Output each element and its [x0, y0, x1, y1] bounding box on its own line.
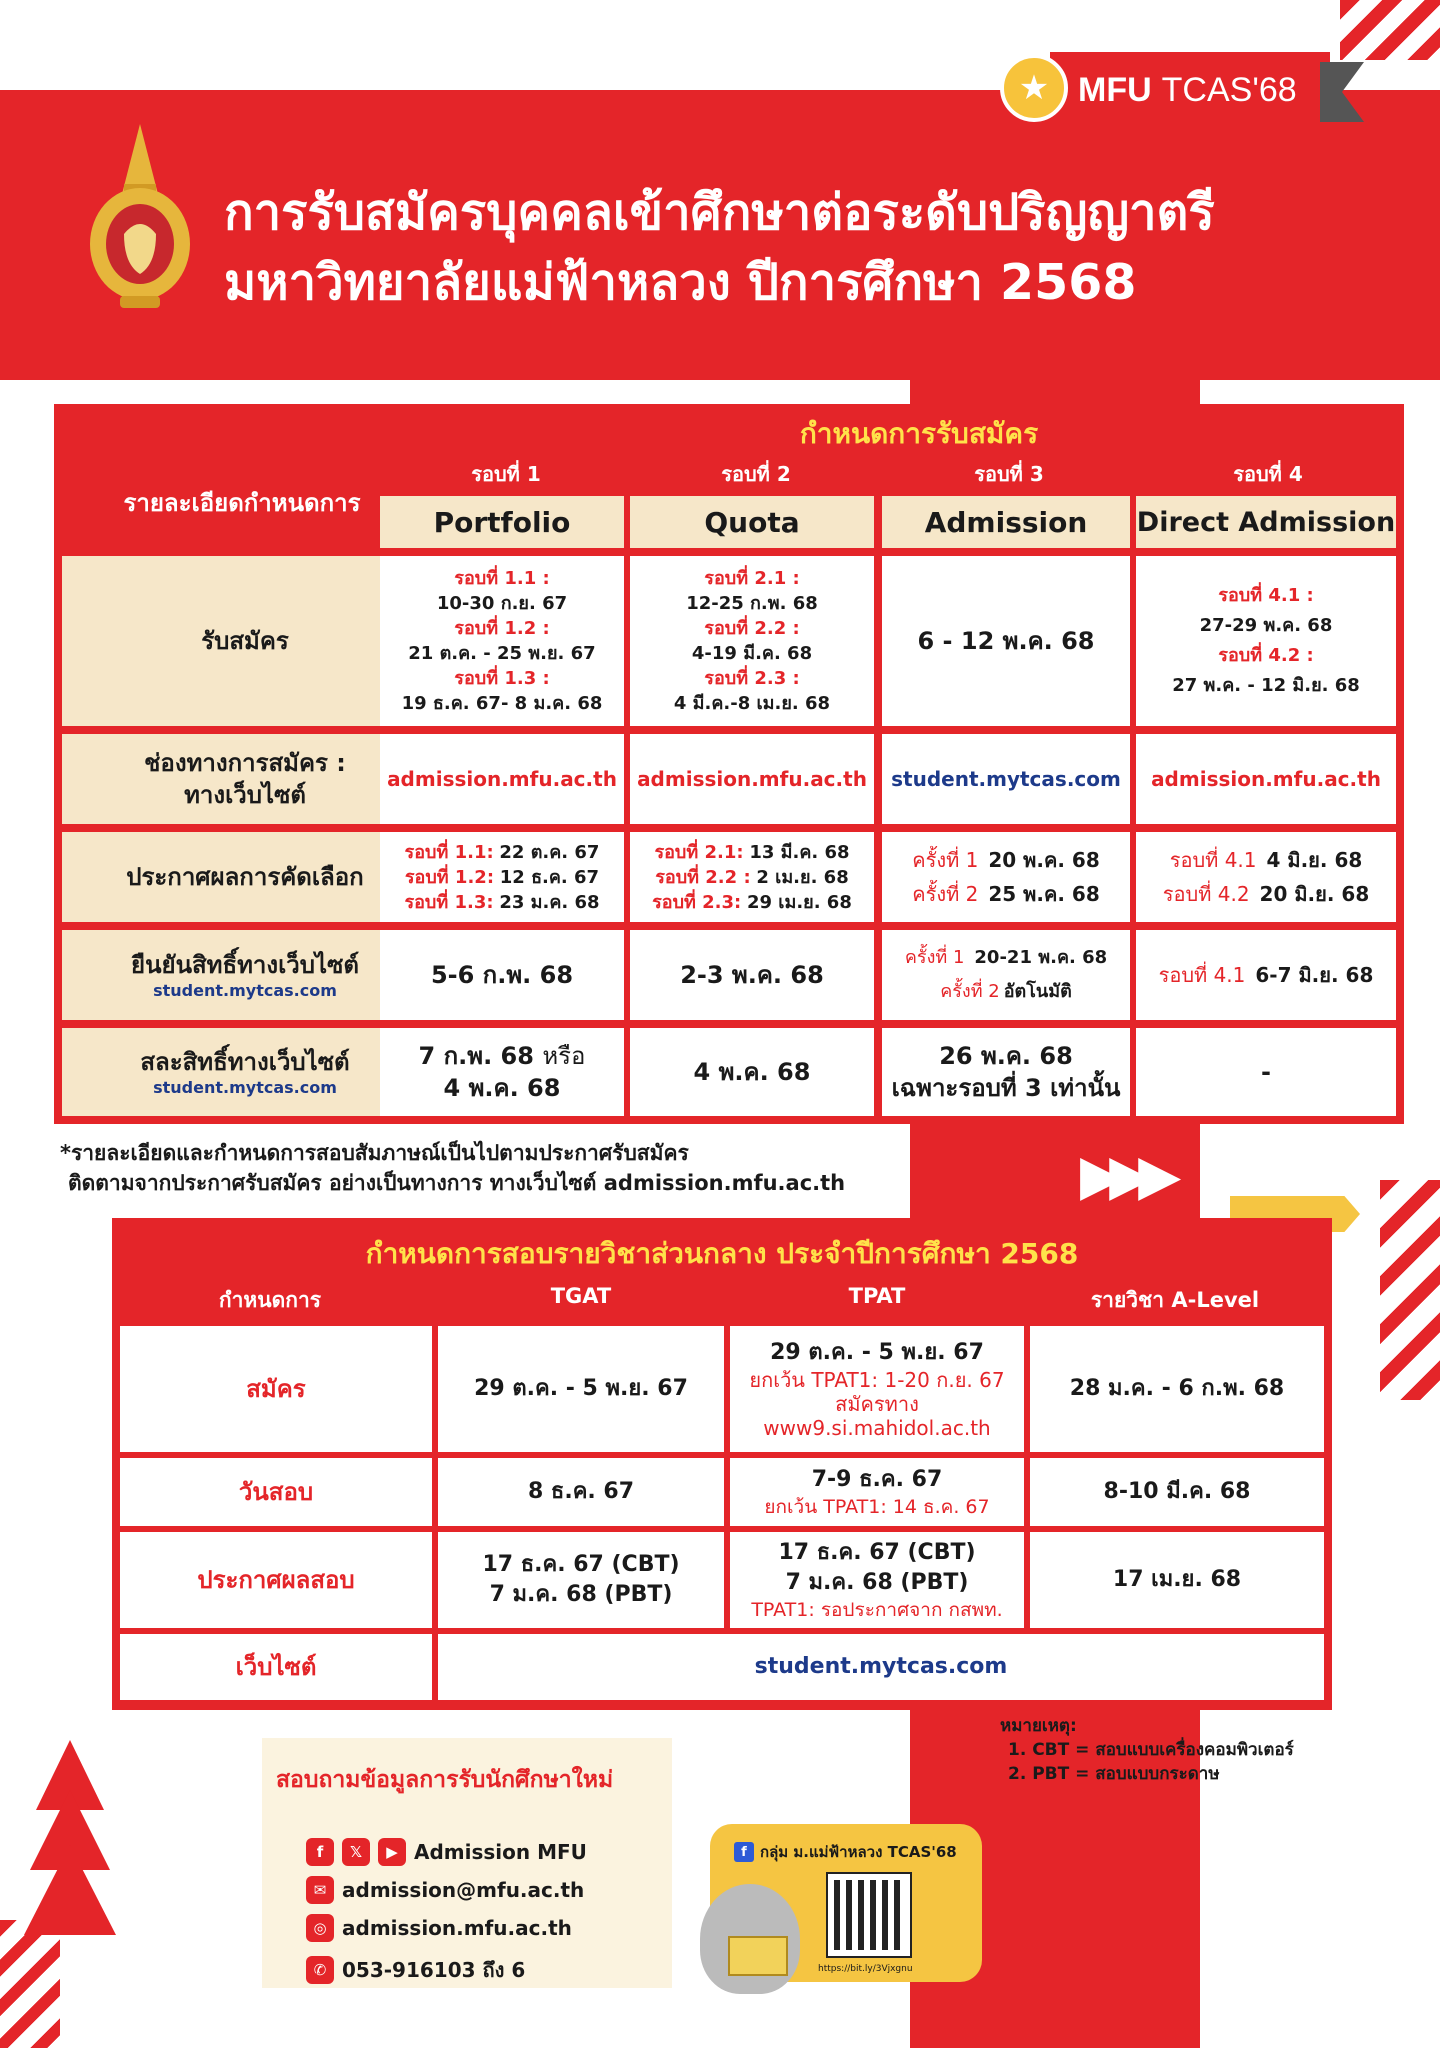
title-line-2: มหาวิทยาลัยแม่ฟ้าหลวง ปีการศึกษา 2568 [224, 254, 1137, 311]
exam-row-website-label: เว็บไซต์ [120, 1634, 432, 1700]
contact-social: f 𝕏 ▶ Admission MFU [306, 1838, 587, 1866]
email-link[interactable]: admission@mfu.ac.th [342, 1878, 585, 1902]
cell-announce-r3: ครั้งที่ 1 20 พ.ค. 68 ครั้งที่ 2 25 พ.ค. 68 [882, 832, 1130, 922]
badge-brand: MFU [1078, 70, 1152, 109]
book-icon [728, 1936, 788, 1976]
cell-confirm-r2: 2-3 พ.ค. 68 [630, 930, 874, 1020]
exam-row-apply-label: สมัคร [120, 1326, 432, 1452]
cell-waive-r2: 4 พ.ค. 68 [630, 1028, 874, 1116]
link-admission-mfu[interactable]: admission.mfu.ac.th [637, 766, 867, 791]
university-logo-icon [84, 124, 196, 310]
cell-apply-r3: 6 - 12 พ.ค. 68 [882, 556, 1130, 726]
cell-channel-r2 [630, 734, 874, 824]
schedule-header: กำหนดการรับสมัคร [799, 417, 1039, 450]
exam-test-tgat: 8 ธ.ค. 67 [438, 1458, 724, 1526]
cell-waive-r3: 26 พ.ค. 68 เฉพาะรอบที่ 3 เท่านั้น [882, 1028, 1130, 1116]
legend: หมายเหตุ: 1. CBT = สอบแบบเครื่องคอมพิวเตอร์ 2. PBT = สอบแบบกระดาษ [1000, 1716, 1294, 1784]
cell-apply-r1: รอบที่ 1.1 : 10-30 ก.ย. 67 รอบที่ 1.2 : 21 ต.ค. - 25 พ.ย. 67 รอบที่ 1.3 : 19 ธ.ค. 67- 8 ม.ค. 68 [380, 556, 624, 726]
footnote: *รายละเอียดและกำหนดการสอบสัมภาษณ์เป็นไปตามประกาศรับสมัคร ติดตามจากประกาศรับสมัคร อย่างเป็นทางการ ทางเว็บไซต์ admission.mfu.ac.th [60, 1141, 846, 1195]
qr-caption: https://bit.ly/3Vjxgnu [818, 1964, 913, 1974]
contact-email [306, 1876, 584, 1904]
round-3-label: รอบที่ 3 [974, 462, 1044, 486]
x-icon[interactable]: 𝕏 [342, 1838, 370, 1866]
track-portfolio: Portfolio [380, 496, 624, 548]
qr-code-icon[interactable] [828, 1874, 910, 1956]
col-alevel: รายวิชา A-Level [1090, 1288, 1260, 1312]
cell-announce-r1: รอบที่ 1.1: 22 ต.ค. 67 รอบที่ 1.2: 12 ธ.ค. 67 รอบที่ 1.3: 23 ม.ค. 68 [380, 832, 624, 922]
web-link[interactable]: admission.mfu.ac.th [342, 1916, 572, 1940]
row-label-apply: รับสมัคร [62, 556, 428, 726]
exam-test-alevel: 8-10 มี.ค. 68 [1030, 1458, 1324, 1526]
cell-waive-r1: 7 ก.พ. 68 หรือ 4 พ.ค. 68 [380, 1028, 624, 1116]
cell-waive-r4: - [1136, 1028, 1396, 1116]
cell-apply-r4: รอบที่ 4.1 : 27-29 พ.ค. 68 รอบที่ 4.2 : 27 พ.ค. - 12 มิ.ย. 68 [1136, 556, 1396, 726]
cell-channel-r3 [882, 734, 1130, 824]
group-caption: กลุ่ม ม.แม่ฟ้าหลวง TCAS'68 [760, 1843, 957, 1861]
exam-apply-tgat: 29 ต.ค. - 5 พ.ย. 67 [438, 1326, 724, 1452]
ribbon-icon [1320, 62, 1364, 122]
cell-confirm-r1: 5-6 ก.พ. 68 [380, 930, 624, 1020]
stripe-decoration [1380, 1180, 1440, 1400]
cell-confirm-r3: ครั้งที่ 1 20-21 พ.ค. 68 ครั้งที่ 2 อัตโนมัติ [882, 930, 1130, 1020]
exam-apply-alevel: 28 ม.ค. - 6 ก.พ. 68 [1030, 1326, 1324, 1452]
stripe-decoration [0, 1920, 60, 2048]
round-1-label: รอบที่ 1 [471, 462, 541, 486]
round-4-label: รอบที่ 4 [1233, 462, 1303, 486]
exam-result-tgat: 17 ธ.ค. 67 (CBT) 7 ม.ค. 68 (PBT) [438, 1532, 724, 1628]
exam-schedule-table [112, 1218, 1332, 1710]
exam-result-tpat: 17 ธ.ค. 67 (CBT) 7 ม.ค. 68 (PBT) TPAT1: รอประกาศจาก กสพท. [730, 1532, 1024, 1628]
track-admission: Admission [882, 496, 1130, 548]
cell-apply-r2: รอบที่ 2.1 : 12-25 ก.พ. 68 รอบที่ 2.2 : 4-19 มี.ค. 68 รอบที่ 2.3 : 4 มี.ค.-8 เม.ย. 68 [630, 556, 874, 726]
row-label-waive: สละสิทธิ์ทางเว็บไซต์ student.mytcas.com [62, 1028, 428, 1116]
exam-apply-tpat: 29 ต.ค. - 5 พ.ย. 67 ยกเว้น TPAT1: 1-20 ก.ย. 67 สมัครทาง www9.si.mahidol.ac.th [730, 1326, 1024, 1452]
exam-result-alevel: 17 เม.ย. 68 [1030, 1532, 1324, 1628]
contact-web [306, 1914, 572, 1942]
star-icon: ★ [1000, 54, 1068, 122]
round-2-label: รอบที่ 2 [721, 462, 791, 486]
tree-decoration [24, 1845, 116, 1935]
schedule-row-header: รายละเอียดกำหนดการ [123, 488, 361, 517]
cell-channel-r1 [380, 734, 624, 824]
tcas-badge [1000, 48, 1360, 132]
cell-channel-r4 [1136, 734, 1396, 824]
contact-card [262, 1738, 672, 1988]
link-admission-mfu[interactable]: admission.mfu.ac.th [387, 766, 617, 791]
arrows-icon: ▶▶▶ [1080, 1143, 1168, 1208]
exam-row-result-label: ประกาศผลสอบ [120, 1532, 432, 1628]
facebook-icon: f [734, 1842, 754, 1862]
track-quota: Quota [630, 496, 874, 548]
group-qr-card [710, 1824, 982, 1982]
phone-icon: ✆ [306, 1956, 334, 1984]
link-admission-mfu[interactable]: admission.mfu.ac.th [1151, 766, 1381, 791]
exam-header: กำหนดการสอบรายวิชาส่วนกลาง ประจำปีการศึกษา 2568 [365, 1237, 1079, 1270]
row-label-channel: ช่องทางการสมัคร : ทางเว็บไซต์ [62, 734, 428, 824]
exam-website-cell [438, 1634, 1324, 1700]
badge-label: TCAS'68 [1161, 70, 1297, 109]
link-student-mytcas[interactable]: student.mytcas.com [891, 766, 1121, 791]
admission-schedule-table [54, 404, 1404, 1124]
cell-announce-r2: รอบที่ 2.1: 13 มี.ค. 68 รอบที่ 2.2 : 2 เม.ย. 68 รอบที่ 2.3: 29 เม.ย. 68 [630, 832, 874, 922]
link-student-mytcas[interactable]: student.mytcas.com [754, 1654, 1008, 1679]
page-title [224, 178, 1215, 318]
contact-title: สอบถามข้อมูลการรับนักศึกษาใหม่ [276, 1767, 614, 1793]
facebook-icon[interactable]: f [306, 1838, 334, 1866]
globe-icon: ◎ [306, 1914, 334, 1942]
col-tpat: TPAT [848, 1284, 906, 1308]
title-line-1: การรับสมัครบุคคลเข้าศึกษาต่อระดับปริญญาตรี [224, 184, 1215, 241]
mail-icon: ✉ [306, 1876, 334, 1904]
link-mahidol[interactable]: www9.si.mahidol.ac.th [763, 1416, 991, 1440]
track-direct-admission: Direct Admission [1136, 496, 1396, 548]
col-tgat: TGAT [550, 1284, 612, 1308]
youtube-icon[interactable]: ▶ [378, 1838, 406, 1866]
col-schedule: กำหนดการ [218, 1288, 322, 1312]
contact-phone: ✆ 053-916103 ถึง 6 [306, 1954, 525, 1986]
cell-confirm-r4: รอบที่ 4.1 6-7 มิ.ย. 68 [1136, 930, 1396, 1020]
exam-test-tpat: 7-9 ธ.ค. 67 ยกเว้น TPAT1: 14 ธ.ค. 67 [730, 1458, 1024, 1526]
row-label-confirm: ยืนยันสิทธิ์ทางเว็บไซต์ student.mytcas.com [62, 930, 428, 1020]
cell-announce-r4: รอบที่ 4.1 4 มิ.ย. 68 รอบที่ 4.2 20 มิ.ย. 68 [1136, 832, 1396, 922]
row-label-announce: ประกาศผลการคัดเลือก [62, 832, 428, 922]
exam-row-test-label: วันสอบ [120, 1458, 432, 1526]
